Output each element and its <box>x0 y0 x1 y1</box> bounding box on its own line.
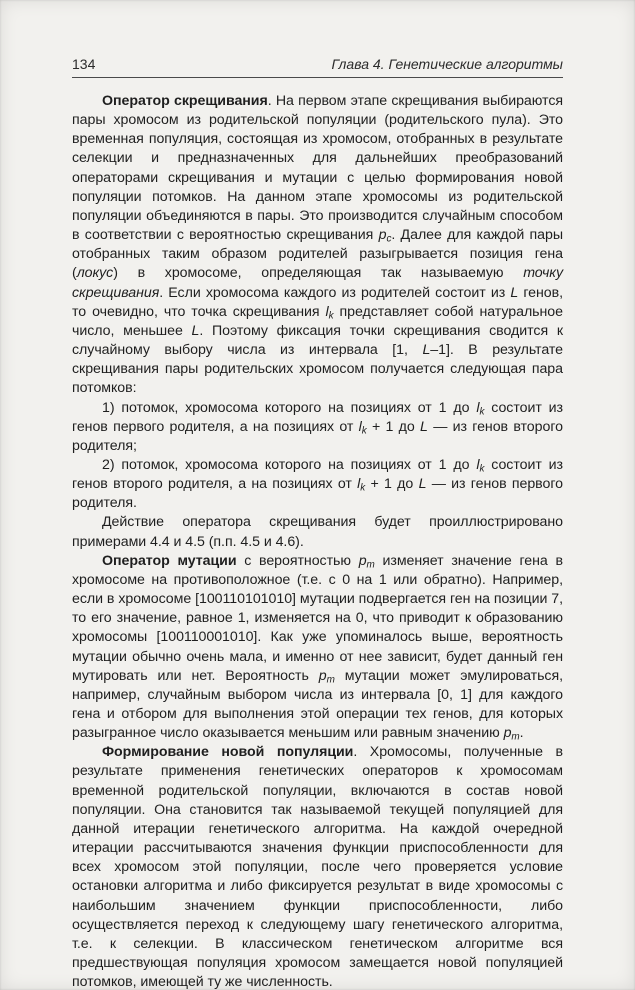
text-segment: –1]. В результате скрещивания пары родительских хромосом получается следующая пара потомков: <box>72 342 563 397</box>
paragraph <box>72 456 563 513</box>
text-segment: l <box>358 418 362 435</box>
text-segment: L <box>420 418 428 435</box>
text-segment: Оператор мутации <box>102 552 237 569</box>
text-segment: k <box>360 482 366 494</box>
text-segment: . На первом этапе скрещивания выбираются пары хромосом из родительской популяции (родительского пула). Это временная популяция, состоящая из хромосом, отобранных в результате селекции и предназначенных для дальнейших преобразований операторами скрещивания и мутации с целью формирования новой популяции потомков. На данном этапе хромосомы из родительской популяции объединяются в пары. Это производится случайным способом в соответствии с вероятностью скрещивания <box>72 93 563 244</box>
paragraph <box>72 92 563 399</box>
text-segment: локус <box>76 265 114 282</box>
text-segment: + 1 до <box>366 418 421 435</box>
text-segment: m <box>326 674 335 686</box>
paragraph <box>72 399 563 456</box>
text-segment: k <box>479 463 485 475</box>
paragraph <box>72 513 563 551</box>
text-segment: . Хромосомы, полученные в результате применения генетических операторов к хромосомам временной родительской популяции, включаются в состав новой популяции. Она становится так называемой текущей популяцией для данной итерации генетического алгоритма. На каждой очередной итерации рассчитываются значения функции приспособленности для всех хромосом этой популяции, после чего проверяется условие остановки алгоритма и либо фиксируется результат в виде хромосомы с наибольшим значением функции приспособленности, либо осуществляется переход к следующему шагу генетического алгоритма, т.е. к селекции. В классическом генетическом алгоритме вся предшествующая популяция хромосом замещается новой популяцией потомков, имеющей ту же численность. <box>72 744 563 990</box>
text-segment: L <box>418 476 427 493</box>
text-segment: Формирование новой популяции <box>102 744 354 761</box>
text-segment: m <box>366 559 375 571</box>
text-segment: — из генов второго родителя; <box>72 418 563 454</box>
text-segment: представляет собой натуральное число, меньшее <box>72 303 563 339</box>
text-segment: l <box>476 399 480 416</box>
text-segment: p <box>378 227 387 244</box>
text-segment: + 1 до <box>365 476 419 493</box>
chapter-title: Глава 4. Генетические алгоритмы <box>331 56 563 72</box>
text-segment: k <box>361 425 367 437</box>
header-rule <box>72 77 563 78</box>
text-segment: 1) потомок, хромосома которого на позициях от 1 до <box>102 399 477 416</box>
text-segment: генов, то очевидно, что точка скрещивания <box>72 284 563 320</box>
text-segment: 2) потомок, хромосома которого на позициях от 1 до <box>102 456 477 473</box>
text-segment: L <box>510 284 519 301</box>
text-segment: Действие оператора скрещивания будет проиллюстрировано примерами 4.4 и 4.5 (п.п. 4.5 и 4.6). <box>72 514 563 550</box>
text-segment: . Далее для каждой пары отобранных таким образом родителей разыгрывается позиция гена ( <box>72 227 564 282</box>
text-segment: l <box>325 303 329 320</box>
text-segment: — из генов первого родителя. <box>72 476 563 512</box>
text-segment: изменяет значение гена в хромосоме на противоположное (т.е. с 0 на 1 или обратно). Например, если в хромосоме [100110101010] мутации подвергается ген на позиции 7, то его значение, равное 1, изменяется на 0, что приводит к образованию хромосомы [100110001010]. Как уже упоминалось выше, вероятность мутации обычно очень мала, и именно от нее зависит, будет данный ген мутировать или нет. Вероятность <box>72 552 563 684</box>
text-segment: k <box>479 405 485 417</box>
text-segment: ) в хромосоме, определяющая так называемую <box>113 265 524 282</box>
body-text <box>72 92 563 990</box>
text-segment: L <box>191 322 200 339</box>
text-segment: p <box>358 552 367 569</box>
text-segment: l <box>476 456 480 473</box>
running-head <box>72 56 563 77</box>
text-segment: состоит из генов первого родителя, а на позициях от <box>72 399 564 435</box>
text-segment: k <box>328 310 334 322</box>
text-segment: . Поэтому фиксация точки скрещивания сводится к случайному выбору числа из интервала [1, <box>72 322 563 359</box>
text-segment: с вероятностью <box>236 552 359 569</box>
page-number: 134 <box>72 56 96 72</box>
text-segment: . <box>519 725 524 742</box>
paragraph <box>72 743 563 990</box>
paragraph <box>72 552 563 744</box>
text-segment: l <box>357 476 361 493</box>
text-segment: p <box>503 725 512 742</box>
text-segment: . Если хромосома каждого из родителей состоит из <box>159 284 511 301</box>
text-segment: состоит из генов второго родителя, а на позициях от <box>72 456 564 493</box>
text-segment: m <box>511 731 520 743</box>
text-segment: L <box>422 342 431 359</box>
text-segment: точку скрещивания <box>72 265 563 301</box>
text-segment: Оператор скрещивания <box>102 93 268 109</box>
text-segment: мутации может эмулироваться, например, случайным выбором числа из интервала [0, 1] для каждого гена и отбором для выполнения этой операции тех генов, для которых разыгранное число оказывается меньшим или равным значению <box>72 667 563 742</box>
text-segment: p <box>318 667 327 684</box>
text-segment: c <box>386 233 392 245</box>
